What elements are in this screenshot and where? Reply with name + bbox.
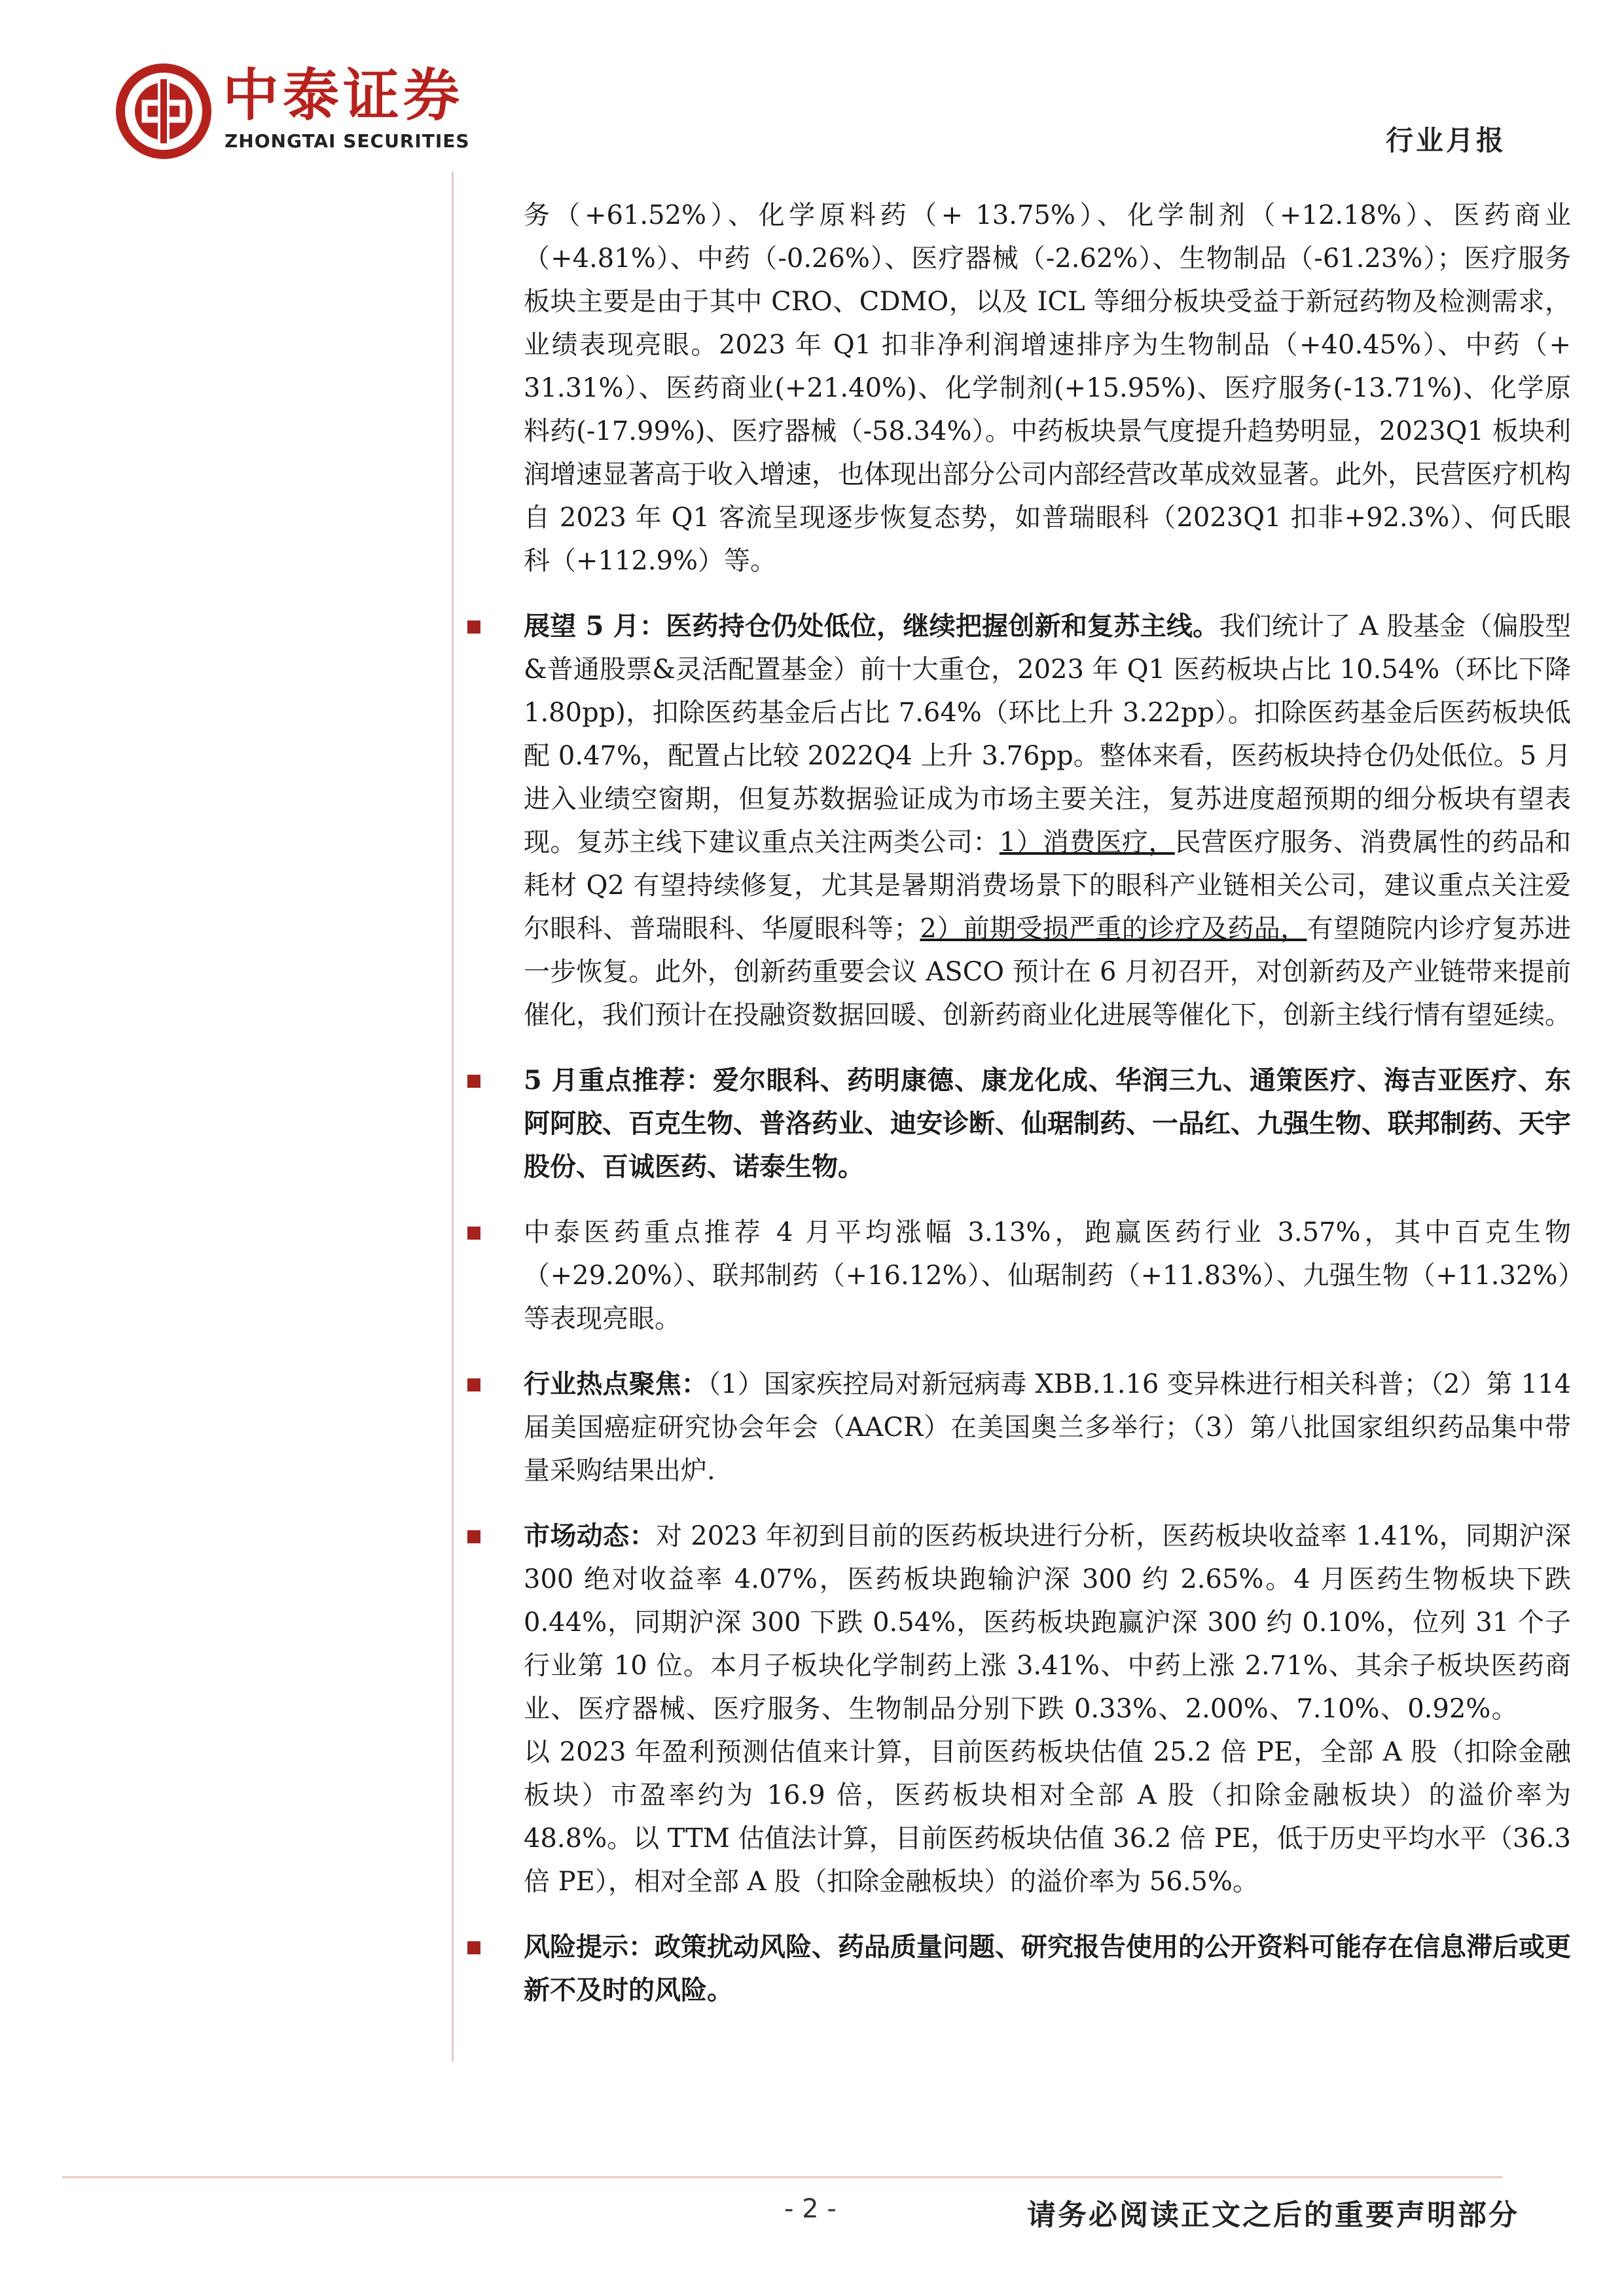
risk-warning-text: 风险提示：政策扰动风险、药品质量问题、研究报告使用的公开资料可能存在信息滞后或更新不及时的风险。: [524, 1931, 1571, 2005]
hotspots-heading: 行业热点聚焦：: [524, 1369, 708, 1399]
may-outlook-heading: 展望 5 月：医药持仓仍处低位，继续把握创新和复苏主线。: [524, 611, 1219, 641]
paragraph-may-picks: [524, 1059, 1571, 1189]
company-logo: [115, 62, 507, 160]
paragraph-may-outlook: 展望 5 月：医药持仓仍处低位，继续把握创新和复苏主线。我们统计了 A 股基金（偏股型&普通股票&灵活配置基金）前十大重仓，2023 年 Q1 医药板块占比 10.54%（环比下降 1.80pp)，扣除医药基金后占比 7.64%（环比上升 3.22pp）。扣除医药基金后医药板块低配 0.47%，配置占比较 2022Q4 上升 3.76pp。整体来看，医药板块持仓仍处低位。5 月进入业绩空窗期，但复苏数据验证成为市场主要关注，复苏进度超预期的细分板块有望表现。复苏主线下建议重点关注两类公司：1）消费医疗，民营医疗服务、消费属性的药品和耗材 Q2 有望持续修复，尤其是暑期消费场景下的眼科产业链相关公司，建议重点关注爱尔眼科、普瑞眼科、华厦眼科等；2）前期受损严重的诊疗及药品，有望随院内诊疗复苏进一步恢复。此外，创新药重要会议 ASCO 预计在 6 月初召开，对创新药及产业链带来提前催化，我们预计在投融资数据回暖、创新药商业化进展等催化下，创新主线行情有望延续。: [524, 605, 1571, 1037]
report-body: [524, 194, 1571, 2034]
focus-consumer-healthcare: 1）消费医疗，: [999, 827, 1175, 857]
report-type-label: 行业月报: [1385, 124, 1506, 156]
focus-damaged-diagnosis: 2）前期受损严重的诊疗及药品，: [920, 914, 1307, 944]
paragraph-risk-warning: [524, 1926, 1571, 2012]
footer-disclaimer: 请务必阅读正文之后的重要声明部分: [1027, 2198, 1519, 2232]
market-dynamics-heading: 市场动态：: [524, 1520, 656, 1551]
logo-english-name: ZHONGTAI SECURITIES: [225, 130, 470, 152]
page-number: - 2 -: [784, 2194, 837, 2224]
paragraph-market-dynamics: 市场动态：对 2023 年初到目前的医药板块进行分析，医药板块收益率 1.41%，同期沪深 300 绝对收益率 4.07%，医药板块跑输沪深 300 约 2.65%。4 月医药生物板块下跌 0.44%，同期沪深 300 下跌 0.54%，医药板块跑赢沪深 300 约 0.10%，位列 31 个子行业第 10 位。本月子板块化学制药上涨 3.41%、中药上涨 2.71%、其余子板块医药商业、医疗器械、医疗服务、生物制品分别下跌 0.33%、2.00%、7.10%、0.92%。 以 2023 年盈利预测估值来计算，目前医药板块估值 25.2 倍 PE，全部 A 股（扣除金融板块）市盈率约为 16.9 倍，医药板块相对全部 A 股（扣除金融板块）的溢价率为 48.8%。以 TTM 估值法计算，目前医药板块估值 36.2 倍 PE，低于历史平均水平（36.3 倍 PE），相对全部 A 股（扣除金融板块）的溢价率为 56.5%。: [524, 1515, 1571, 1903]
logo-chinese-name: 中泰证券: [223, 63, 463, 128]
left-divider: [452, 171, 454, 2062]
may-picks-heading: 5 月重点推荐：: [524, 1065, 713, 1096]
paragraph-april-performance: 中泰医药重点推荐 4 月平均涨幅 3.13%，跑赢医药行业 3.57%，其中百克生物（+29.20%）、联邦制药（+16.12%）、仙琚制药（+11.83%）、九强生物（+11.32%）等表现亮眼。: [524, 1211, 1571, 1340]
paragraph-performance: 务（+61.52%）、化学原料药（+ 13.75%）、化学制剂（+12.18%）、医药商业（+4.81%）、中药（-0.26%）、医疗器械（-2.62%）、生物制品（-61.23%）；医疗服务板块主要是由于其中 CRO、CDMO，以及 ICL 等细分板块受益于新冠药物及检测需求，业绩表现亮眼。2023 年 Q1 扣非净利润增速排序为生物制品（+40.45%）、中药（+ 31.31%）、医药商业(+21.40%)、化学制剂(+15.95%)、医疗服务(-13.71%)、化学原料药(-17.99%)、医疗器械（-58.34%）。中药板块景气度提升趋势明显，2023Q1 板块利润增速显著高于收入增速，也体现出部分公司内部经营改革成效显著。此外，民营医疗机构自 2023 年 Q1 客流呈现逐步恢复态势，如普瑞眼科（2023Q1 扣非+92.3%）、何氏眼科（+112.9%）等。: [524, 200, 1571, 576]
zhongtai-emblem-icon: [115, 62, 213, 160]
footer-divider: [62, 2176, 1502, 2178]
may-picks-list: 爱尔眼科、药明康德、康龙化成、华润三九、通策医疗、海吉亚医疗、东阿阿胶、百克生物、普洛药业、迪安诊断、仙琚制药、一品红、九强生物、联邦制药、天宇股份、百诚医药、诺泰生物。: [524, 1065, 1572, 1182]
paragraph-industry-hotspots: 行业热点聚焦：（1）国家疾控局对新冠病毒 XBB.1.16 变异株进行相关科普；（2）第 114 届美国癌症研究协会年会（AACR）在美国奥兰多举行；（3）第八批国家组织药品集中带量采购结果出炉.: [524, 1363, 1571, 1492]
